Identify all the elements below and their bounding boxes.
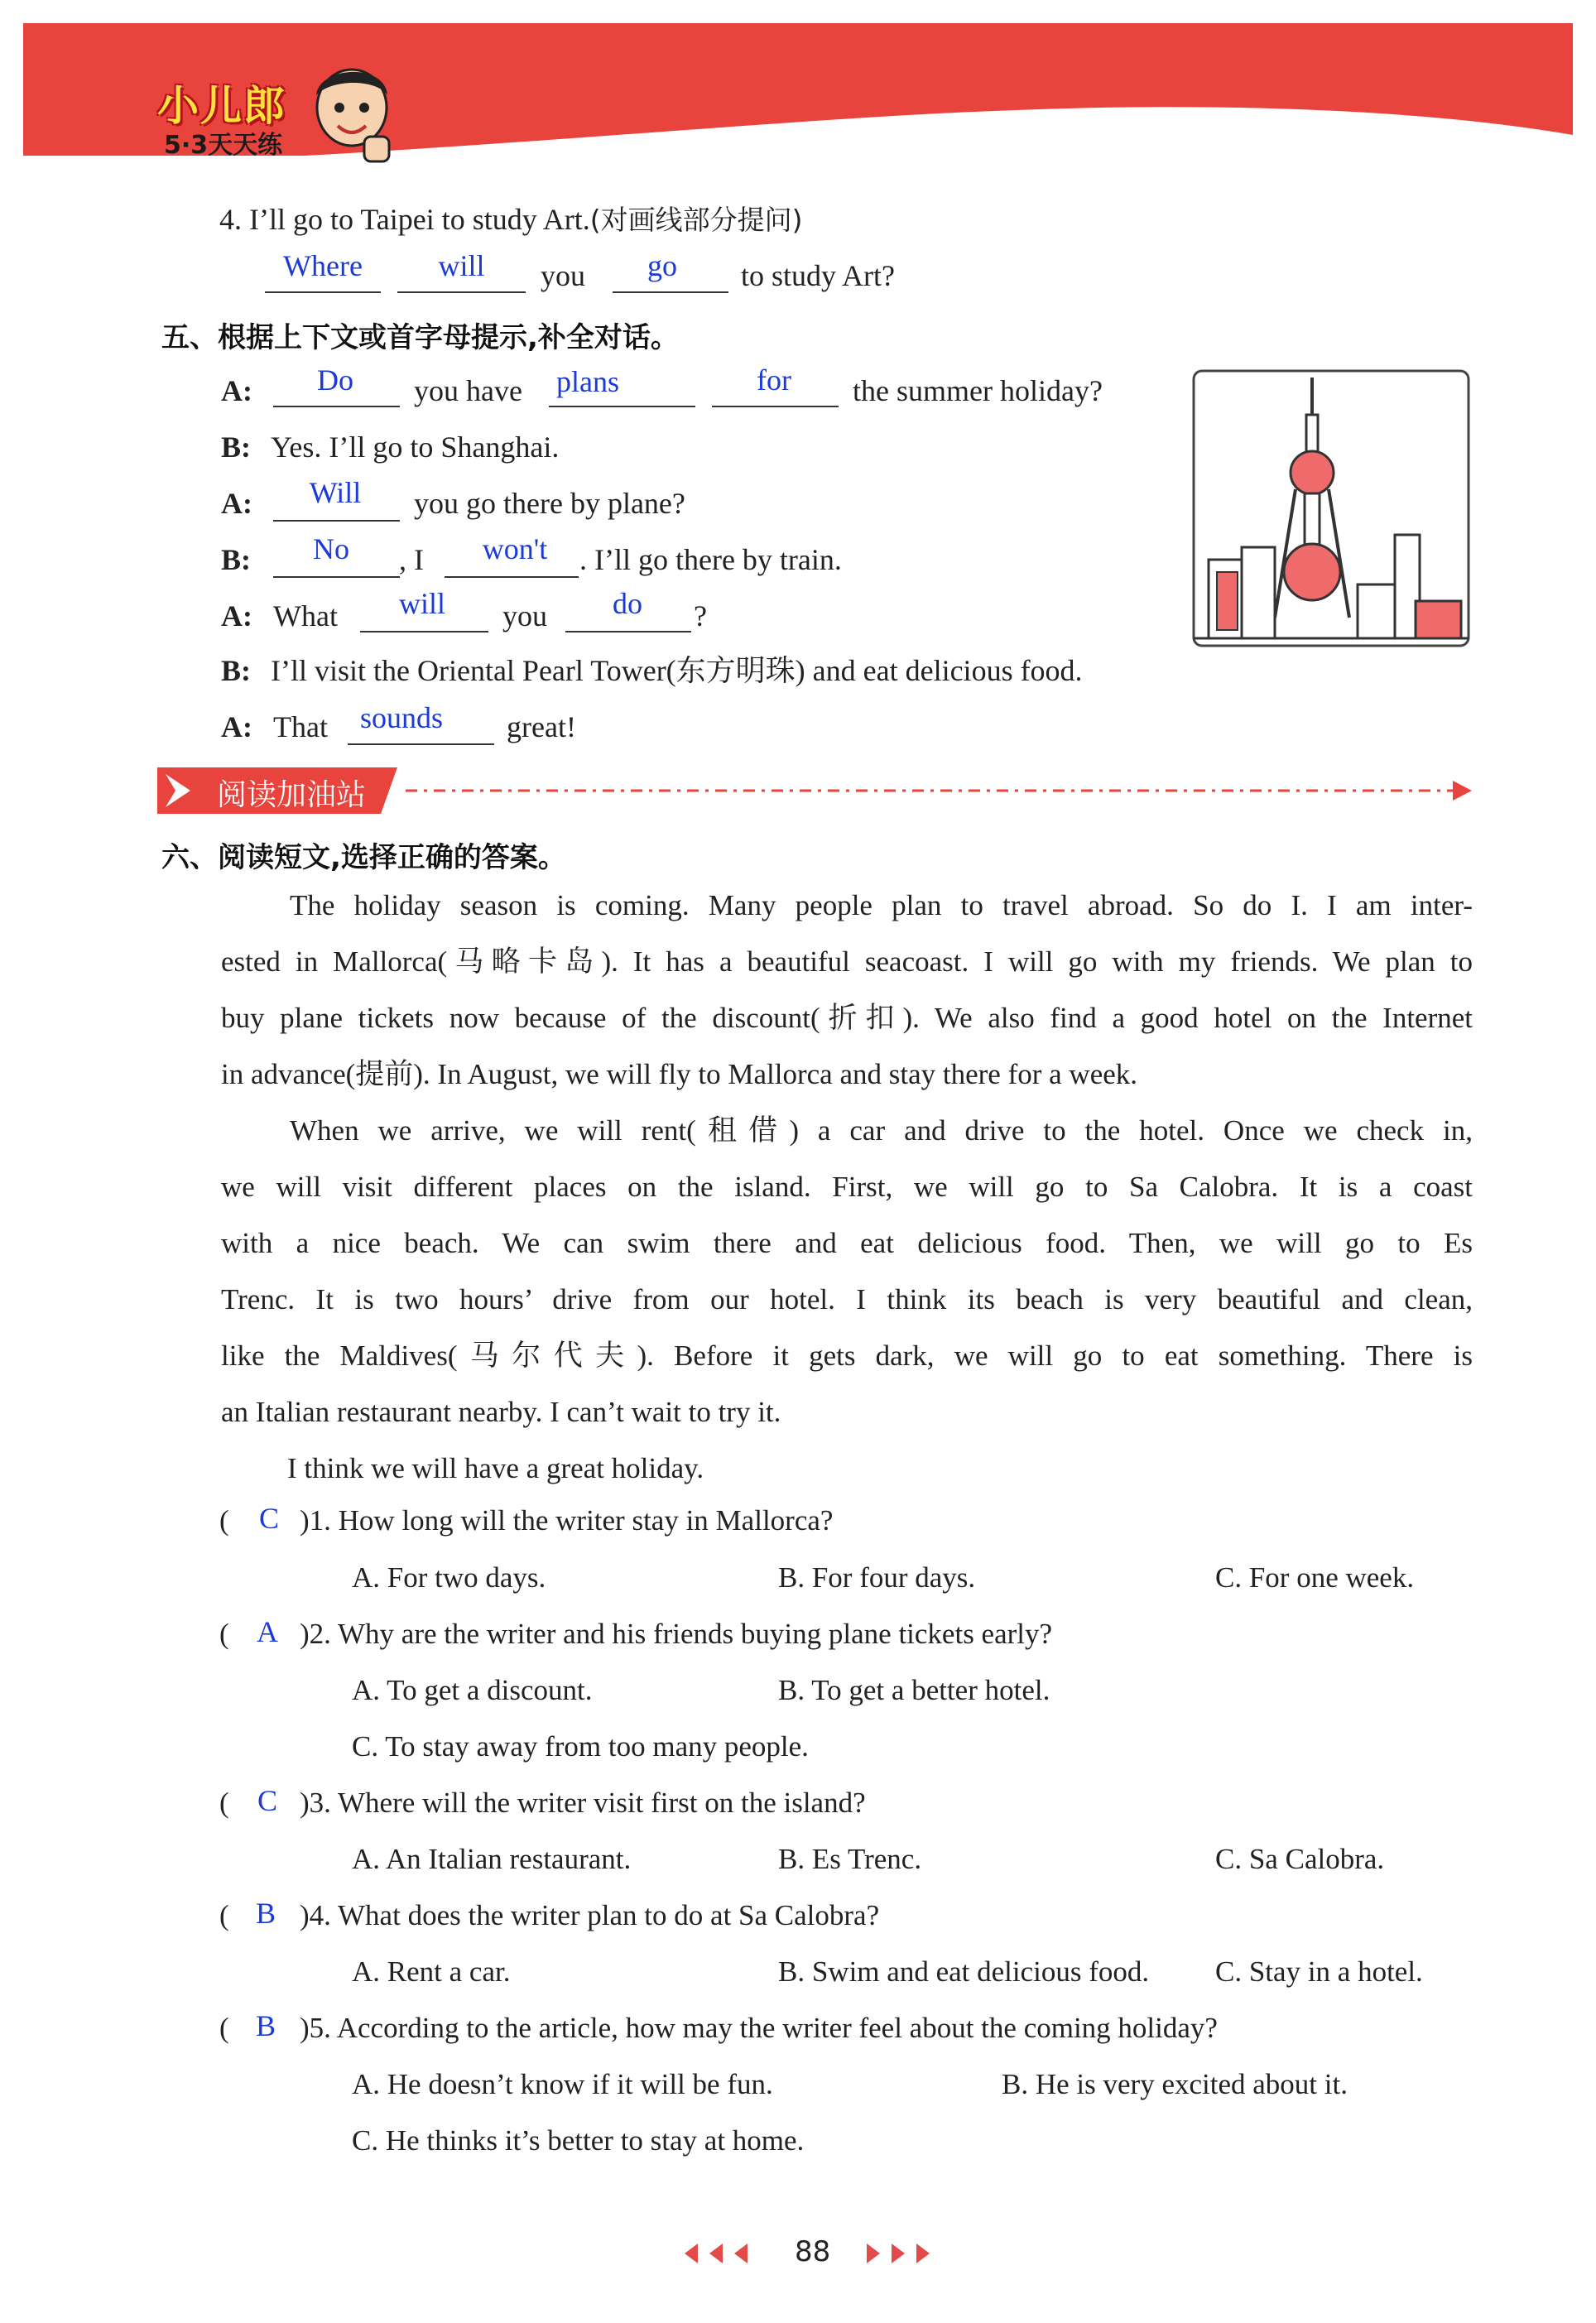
question-paren: ( [219,1899,229,1931]
option: A. He doesn’t know if it will be fun. [352,2068,773,2100]
answer-text: will [438,249,485,282]
question-paren: ( [219,2012,229,2044]
dialog-text: the summer holiday? [853,374,1103,407]
question-text: )4. What does the writer plan to do at Sa Calobra? [300,1899,880,1931]
blank [397,291,526,293]
brand-logo: 小儿郎 [157,82,286,130]
option: C. To stay away from too many people. [352,1730,809,1763]
dialog-text: great! [507,710,576,743]
section6-title: 六、阅读短文,选择正确的答案。 [161,841,566,874]
brand-subtitle: 5·3天天练 [164,131,283,160]
answer-text: B [255,1897,276,1930]
question-paren: ( [219,1787,229,1819]
mascot-icon [306,58,397,166]
blank [265,291,381,293]
passage-line: with a nice beach. We can swim there and eat delicious food. Then, we will go to Es [221,1227,1473,1259]
answer-text: A [257,1615,278,1648]
blank [613,291,728,293]
q4-you: you [541,259,585,292]
speaker: A: [221,487,252,520]
blank [348,743,494,745]
dialog-text: you have [414,374,522,407]
option: A. An Italian restaurant. [352,1843,632,1875]
option: C. Stay in a hotel. [1215,1955,1423,1988]
passage-line: When we arrive, we will rent(租借) a car and drive to the hotel. Once we check in, [290,1114,1473,1147]
option: B. Es Trenc. [778,1843,922,1875]
dialog-text: That [273,710,328,743]
speaker: B: [221,654,251,687]
speaker: A: [221,599,252,632]
answer-text: plans [556,365,619,398]
reading-banner-label: 阅读加油站 [217,778,367,812]
passage-line: The holiday season is coming. Many people plan to travel abroad. So do I. I am inter- [290,889,1473,921]
answer-text: No [313,532,349,565]
option: B. For four days. [778,1561,976,1594]
answer-text: C [257,1784,277,1817]
answer-text: for [757,363,791,397]
question-paren: ( [219,1618,229,1650]
answer-text: Will [309,476,362,509]
answer-text: do [613,587,642,620]
blank [445,576,579,578]
passage-line: like the Maldives(马尔代夫). Before it gets dark, we will go to eat something. There is [221,1339,1473,1372]
answer-text: Where [283,249,363,282]
answer-text: will [398,587,445,620]
answer-text: won't [482,532,548,565]
option: B. Swim and eat delicious food. [778,1955,1150,1988]
blank [273,576,400,578]
question-text: )1. How long will the writer stay in Mallorca? [300,1504,834,1537]
option: A. To get a discount. [352,1674,593,1706]
option: A. For two days. [352,1561,546,1594]
answer-text: Do [317,363,353,397]
speaker: B: [221,430,251,464]
option: B. He is very excited about it. [1002,2068,1348,2100]
passage-line: Trenc. It is two hours’ drive from our hotel. I think its beach is very beautiful and clean, [221,1283,1473,1315]
passage-line: I think we will have a great holiday. [287,1452,704,1484]
dialog-text: Yes. I’ll go to Shanghai. [271,430,560,464]
passage-line: buy plane tickets now because of the discount(折扣). We also find a good hotel on the Internet [221,1002,1473,1034]
answer-text: sounds [359,701,444,734]
dialog-text: I’ll visit the Oriental Pearl Tower(东方明珠) and eat delicious food. [271,654,1083,687]
passage-line: an Italian restaurant nearby. I can’t wait to try it. [221,1396,781,1428]
passage-line: we will visit different places on the island. First, we will go to Sa Calobra. It is a coast [221,1171,1473,1203]
dialog-text: you [502,599,547,632]
prev-arrows-icon [683,2242,757,2265]
option: C. For one week. [1215,1561,1415,1594]
shanghai-skyline-illustration [1192,369,1470,647]
blank [273,406,400,407]
section5-title: 五、根据上下文或首字母提示,补全对话。 [161,321,679,354]
answer-text: go [647,249,677,282]
blank [273,520,400,522]
passage-line: in advance(提前). In August, we will fly to Mallorca and stay there for a week. [221,1058,1138,1090]
option: B. To get a better hotel. [778,1674,1050,1706]
question-text: )5. According to the article, how may the writer feel about the coming holiday? [300,2012,1218,2044]
blank [549,406,695,407]
answer-text: C [258,1502,279,1535]
blank [565,631,691,632]
dialog-text: ? [694,599,707,632]
speaker: B: [221,543,251,576]
page-number: 88 [795,2235,831,2268]
answer-text: B [255,2009,276,2042]
dialog-text: you go there by plane? [414,487,685,520]
question-text: )3. Where will the writer visit first on the island? [300,1787,866,1819]
option: A. Rent a car. [352,1955,511,1988]
dialog-text: , I [399,543,424,576]
option: C. He thinks it’s better to stay at home. [352,2124,805,2157]
dialog-text: . I’ll go there by train. [579,543,842,576]
banner-dashed-arrow [406,778,1473,803]
dialog-text: What [273,599,338,632]
question-paren: ( [219,1504,229,1537]
question-text: )2. Why are the writer and his friends buying plane tickets early? [300,1618,1053,1650]
passage [221,878,1473,1497]
next-arrows-icon [865,2242,940,2265]
q4-prompt: 4. I’ll go to Taipei to study Art.(对画线部分提问) [219,203,803,236]
passage-line: ested in Mallorca(马略卡岛). It has a beautiful seacoast. I will go with my friends. We plan to [221,945,1473,978]
option: C. Sa Calobra. [1215,1843,1385,1875]
blank [712,406,839,407]
speaker: A: [221,374,252,407]
blank [360,631,488,632]
speaker: A: [221,710,252,743]
q4-tail: to study Art? [741,259,895,292]
